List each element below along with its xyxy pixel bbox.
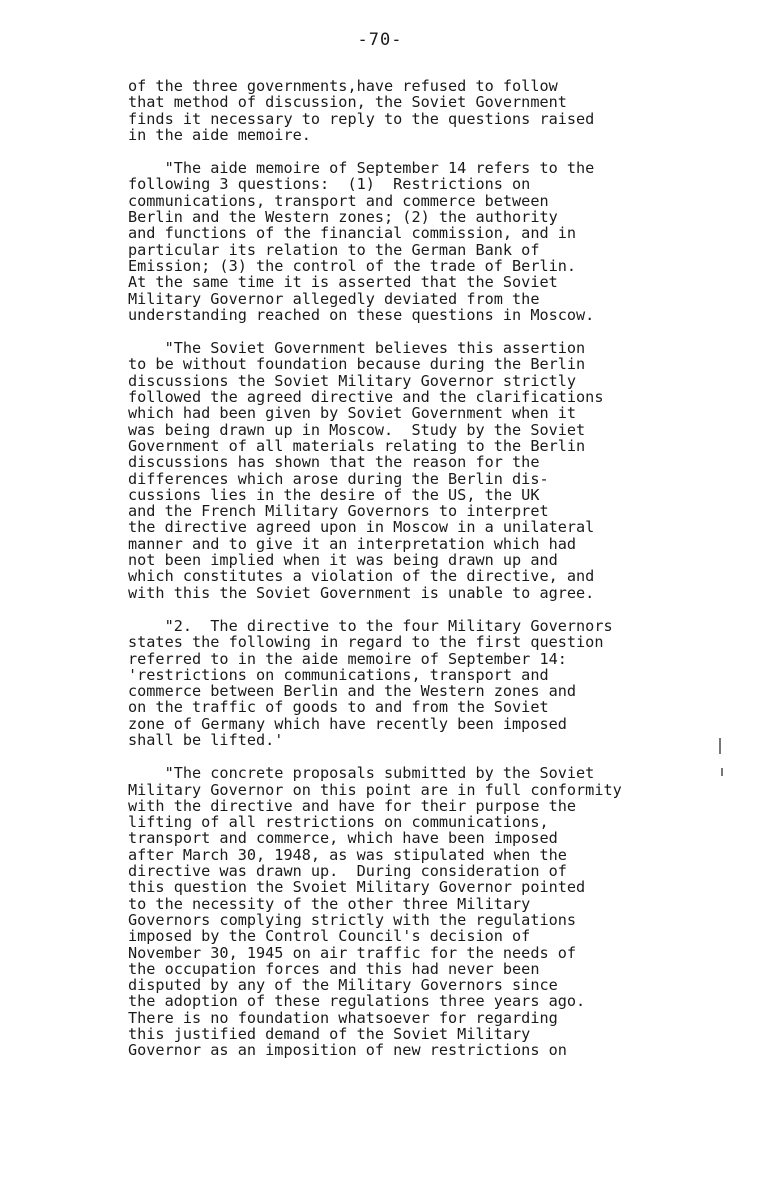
text-line: cussions lies in the desire of the US, the UK bbox=[128, 485, 540, 504]
text-line: the adoption of these regulations three years ago. bbox=[128, 992, 586, 1011]
text-line: after March 30, 1948, as was stipulated when the bbox=[128, 845, 567, 864]
text-line: communications, transport and commerce between bbox=[128, 191, 549, 210]
text-line: and the French Military Governors to interpret bbox=[128, 502, 549, 521]
text-line: lifting of all restrictions on communications, bbox=[128, 813, 549, 832]
text-line: 'restrictions on communications, transport and bbox=[128, 665, 549, 684]
text-line: finds it necessary to reply to the questions raised bbox=[128, 109, 595, 128]
paragraph bbox=[128, 618, 668, 748]
text-line: November 30, 1945 on air traffic for the needs of bbox=[128, 943, 577, 962]
text-line: understanding reached on these questions in Moscow. bbox=[128, 305, 595, 324]
text-line: There is no foundation whatsoever for regarding bbox=[128, 1008, 558, 1027]
margin-mark bbox=[719, 738, 721, 754]
text-line: differences which arose during the Berlin dis- bbox=[128, 469, 549, 488]
text-line: "The Soviet Government believes this assertion bbox=[128, 339, 586, 358]
text-line: with this the Soviet Government is unable to agree. bbox=[128, 583, 595, 602]
text-line: Governors complying strictly with the regulations bbox=[128, 910, 577, 929]
text-line: Emission; (3) the control of the trade of Berlin. bbox=[128, 256, 577, 275]
text-line: Berlin and the Western zones; (2) the authority bbox=[128, 208, 558, 227]
text-line: Government of all materials relating to the Berlin bbox=[128, 436, 586, 455]
page-number: -70- bbox=[357, 30, 403, 50]
text-line: and functions of the financial commission, and in bbox=[128, 224, 577, 243]
text-line: manner and to give it an interpretation which had bbox=[128, 534, 577, 553]
text-line: disputed by any of the Military Governors since bbox=[128, 976, 558, 995]
text-line: "The aide memoire of September 14 refers to the bbox=[128, 159, 595, 178]
text-line: Military Governor on this point are in full conformity bbox=[128, 780, 622, 799]
text-line: was being drawn up in Moscow. Study by the Soviet bbox=[128, 420, 586, 439]
text-line: this justified demand of the Soviet Military bbox=[128, 1025, 531, 1044]
text-line: At the same time it is asserted that the Soviet bbox=[128, 273, 558, 292]
text-line: of the three governments,have refused to follow bbox=[128, 77, 558, 95]
text-line: which had been given by Soviet Government when it bbox=[128, 404, 577, 423]
text-line: "The concrete proposals submitted by the Soviet bbox=[128, 764, 595, 783]
text-line: on the traffic of goods to and from the Soviet bbox=[128, 698, 549, 717]
text-line: with the directive and have for their purpose the bbox=[128, 796, 577, 815]
paragraph bbox=[128, 765, 668, 1058]
paragraph bbox=[128, 78, 668, 143]
text-line: "2. The directive to the four Military Governors bbox=[128, 616, 613, 635]
paragraph bbox=[128, 160, 668, 323]
text-line: transport and commerce, which have been imposed bbox=[128, 829, 558, 848]
text-line: Governor as an imposition of new restrictions on bbox=[128, 1041, 567, 1060]
text-line: following 3 questions: (1) Restrictions on bbox=[128, 175, 531, 194]
text-line: this question the Svoiet Military Governor pointed bbox=[128, 878, 586, 897]
text-line: zone of Germany which have recently been imposed bbox=[128, 714, 567, 733]
text-line: shall be lifted.' bbox=[128, 730, 284, 749]
text-line: states the following in regard to the first question bbox=[128, 633, 604, 652]
text-line: commerce between Berlin and the Western zones and bbox=[128, 682, 577, 701]
text-line: referred to in the aide memoire of September 14: bbox=[128, 649, 567, 668]
text-line: which constitutes a violation of the directive, and bbox=[128, 567, 595, 586]
text-line: in the aide memoire. bbox=[128, 125, 311, 144]
text-line: directive was drawn up. During consideration of bbox=[128, 862, 567, 881]
document-body bbox=[128, 78, 668, 1076]
text-line: imposed by the Control Council's decision of bbox=[128, 927, 531, 946]
text-line: to the necessity of the other three Military bbox=[128, 894, 531, 913]
text-line: not been implied when it was being drawn up and bbox=[128, 551, 558, 570]
text-line: the directive agreed upon in Moscow in a unilateral bbox=[128, 518, 595, 537]
text-line: discussions has shown that the reason for the bbox=[128, 453, 540, 472]
text-line: discussions the Soviet Military Governor strictly bbox=[128, 371, 577, 390]
text-line: the occupation forces and this had never been bbox=[128, 959, 540, 978]
text-line: to be without foundation because during the Berlin bbox=[128, 355, 586, 374]
text-line: that method of discussion, the Soviet Government bbox=[128, 93, 567, 112]
margin-mark bbox=[721, 768, 723, 776]
text-line: Military Governor allegedly deviated from the bbox=[128, 289, 540, 308]
paragraph bbox=[128, 340, 668, 601]
text-line: particular its relation to the German Bank of bbox=[128, 240, 540, 259]
text-line: followed the agreed directive and the clarifications bbox=[128, 388, 604, 407]
